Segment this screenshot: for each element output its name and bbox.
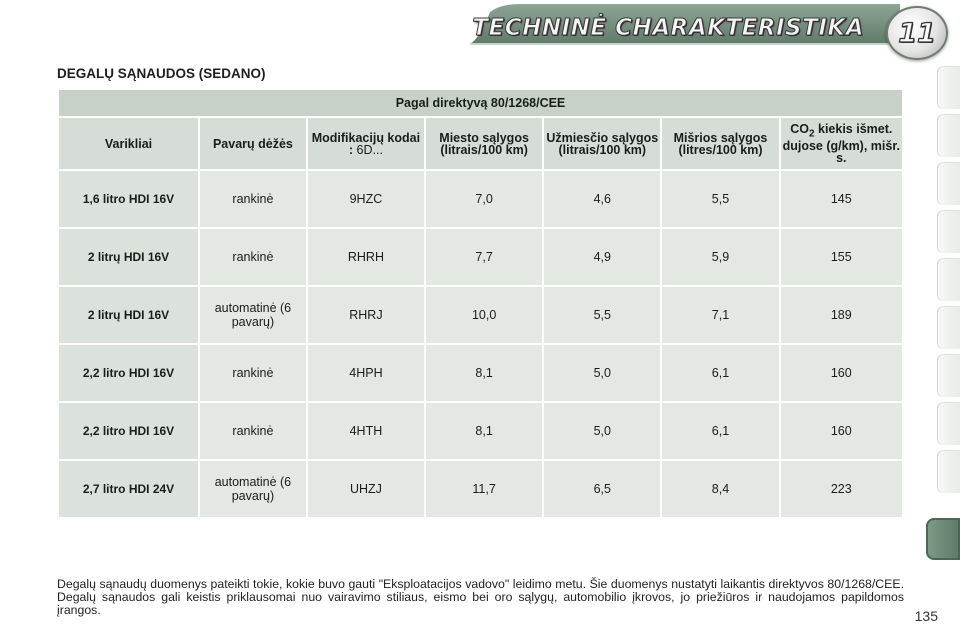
cell-urban: 10,0 [426,287,542,343]
chapter-number-badge [886,6,948,60]
chapter-tab[interactable] [937,450,960,493]
cell-extra-urban: 5,0 [544,345,660,401]
table-row [59,403,902,459]
cell-gearbox: automatinė (6 pavarų) [200,461,306,517]
table-row [59,345,902,401]
chapter-tab[interactable] [937,306,960,349]
chapter-tab[interactable] [937,402,960,445]
cell-co2: 189 [781,287,902,343]
header-co2-prefix: CO [790,121,809,136]
cell-code: UHZJ [308,461,424,517]
chapter-tab[interactable] [937,66,960,109]
cell-engine: 2 litrų HDI 16V [59,229,198,285]
table-row [59,461,902,517]
cell-code: 9HZC [308,171,424,227]
fuel-consumption-table [57,88,904,519]
cell-combined: 8,4 [662,461,778,517]
chapter-tab-active[interactable] [926,518,960,560]
table-row [59,287,902,343]
header-co2-sub: 2 [808,128,815,140]
header-code-value: 6D... [356,142,383,157]
cell-engine: 2,2 litro HDI 16V [59,403,198,459]
header-co2 [781,118,902,169]
cell-urban: 7,7 [426,229,542,285]
cell-code: RHRJ [308,287,424,343]
header-co2-suffix: kiekis išmet. dujose (g/km), mišr. s. [782,121,900,166]
chapter-tab[interactable] [937,354,960,397]
header-gearbox: Pavarų dėžės [200,118,306,169]
header-engine: Varikliai [59,118,198,169]
cell-extra-urban: 4,6 [544,171,660,227]
cell-engine: 2,7 litro HDI 24V [59,461,198,517]
cell-code: RHRH [308,229,424,285]
cell-gearbox: automatinė (6 pavarų) [200,287,306,343]
cell-urban: 7,0 [426,171,542,227]
table-row [59,229,902,285]
cell-engine: 2,2 litro HDI 16V [59,345,198,401]
cell-gearbox: rankinė [200,171,306,227]
cell-co2: 160 [781,403,902,459]
chapter-tabs [934,66,960,606]
cell-engine: 2 litrų HDI 16V [59,287,198,343]
table-row [59,171,902,227]
cell-gearbox: rankinė [200,345,306,401]
cell-code: 4HTH [308,403,424,459]
cell-extra-urban: 4,9 [544,229,660,285]
chapter-tab[interactable] [937,210,960,253]
cell-gearbox: rankinė [200,403,306,459]
cell-code: 4HPH [308,345,424,401]
cell-co2: 145 [781,171,902,227]
header-code-label: Modifikacijų kodai : [311,130,421,157]
cell-combined: 6,1 [662,403,778,459]
table-header-row [59,118,902,169]
header-code [308,118,424,169]
cell-extra-urban: 6,5 [544,461,660,517]
cell-urban: 8,1 [426,403,542,459]
section-title: DEGALŲ SĄNAUDOS (SEDANO) [57,66,266,81]
cell-urban: 11,7 [426,461,542,517]
table-directive-row [59,90,902,116]
cell-co2: 155 [781,229,902,285]
cell-extra-urban: 5,0 [544,403,660,459]
header-extra-urban: Užmiesčio sąlygos (litrais/100 km) [544,118,660,169]
cell-combined: 6,1 [662,345,778,401]
cell-extra-urban: 5,5 [544,287,660,343]
cell-co2: 223 [781,461,902,517]
header-banner [0,0,960,52]
page-number: 135 [914,608,938,624]
cell-combined: 5,9 [662,229,778,285]
directive-cell: Pagal direktyvą 80/1268/CEE [59,90,902,116]
cell-combined: 7,1 [662,287,778,343]
footnote-text: Degalų sąnaudų duomenys pateikti tokie, kokie buvo gauti "Eksploatacijos vadovo" leidimo metu. Šie duomenys nustatyti laikantis direktyvos 80/1268/CEE. Degalų sąnaudos gali keistis priklausomai nuo vairavimo stiliaus, eismo bei oro sąlygų, automobilio įkrovos, jo priežiūros ir naudojamos papildomos įrangos. [57,577,904,617]
chapter-number: 11 [898,17,936,49]
chapter-tab[interactable] [937,162,960,205]
cell-combined: 5,5 [662,171,778,227]
cell-co2: 160 [781,345,902,401]
chapter-title: TECHNINĖ CHARAKTERISTIKA [472,15,864,41]
cell-engine: 1,6 litro HDI 16V [59,171,198,227]
header-combined: Mišrios sąlygos (litres/100 km) [662,118,778,169]
cell-urban: 8,1 [426,345,542,401]
cell-gearbox: rankinė [200,229,306,285]
chapter-tab[interactable] [937,258,960,301]
header-urban: Miesto sąlygos (litrais/100 km) [426,118,542,169]
chapter-tab[interactable] [937,114,960,157]
